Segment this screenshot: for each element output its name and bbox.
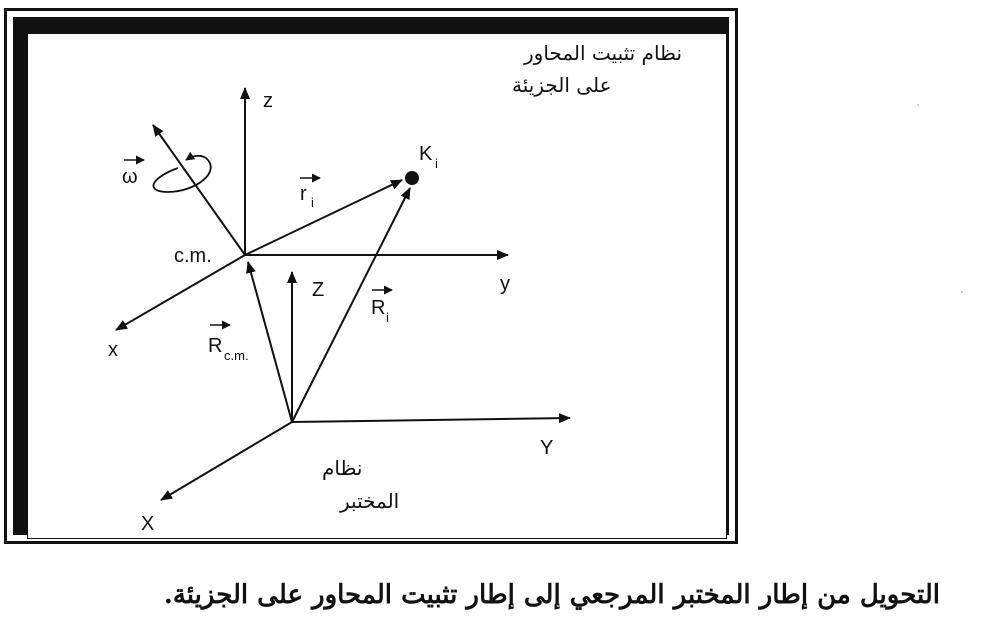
molecule-frame-title-line1: نظام تثبيت المحاور [524,41,683,65]
label-R: R [371,297,386,319]
label-cm: c.m. [174,245,212,267]
lab-frame-label-line2: المختبر [340,489,400,513]
label-r-sub: i [311,195,314,210]
figure-caption: التحويل من إطار المختبر المرجعي إلى إطار تثبيت المحاور على الجزيئة. [163,580,940,610]
label-z-small: z [263,90,273,112]
molecule-frame-title-line2: على الجزيئة [512,73,612,97]
label-Z-big: Z [312,279,325,301]
X-axis-lab [161,422,292,500]
label-Rcm-sub: c.m. [224,348,249,363]
label-r: r [300,183,307,205]
label-X-big: X [141,513,155,535]
label-Y-big: Y [540,437,554,459]
Y-axis-lab [292,418,570,422]
lab-frame-label-line1: نظام [322,456,363,480]
R-cm-vector [248,262,292,422]
label-y-small: y [500,273,510,295]
label-K: K [419,143,433,165]
label-x-small: x [108,339,118,361]
rotation-axis [153,125,245,255]
label-K-sub: i [435,156,438,171]
rotation-curl-icon [153,156,210,192]
label-R-sub: i [386,310,389,325]
r-i-vector [245,180,402,255]
label-Rcm: R [208,335,223,357]
scan-speck [917,104,919,106]
particle-k-i [405,171,419,185]
label-omega: ω [122,166,138,188]
scan-speck [961,291,963,293]
